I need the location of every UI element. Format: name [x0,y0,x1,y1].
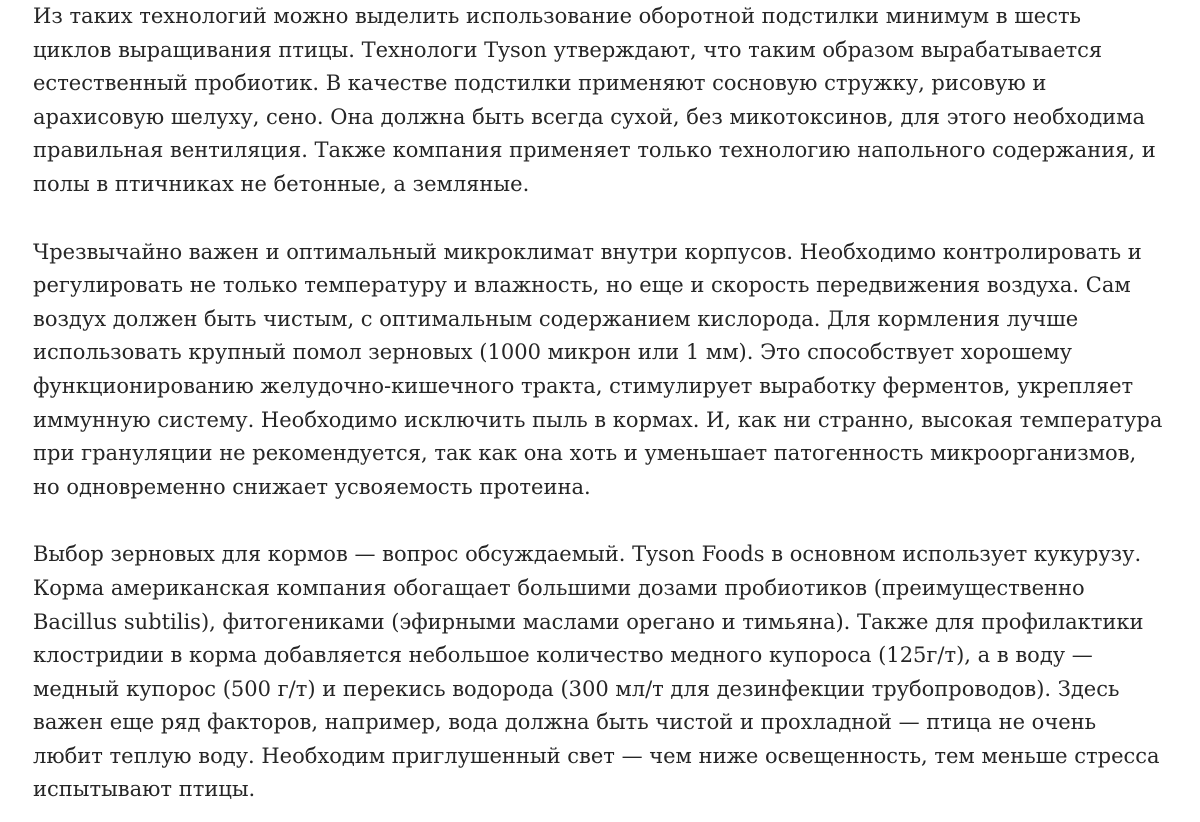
paragraph-line: функционированию желудочно-кишечного тракта, стимулирует выработку ферментов, укрепляет [33,373,1134,398]
paragraph-line: использовать крупный помол зерновых (1000 микрон или 1 мм). Это способствует хорошему [33,340,1073,365]
paragraph-line: регулировать не только температуру и влажность, но еще и скорость передвижения воздуха. Сам [33,273,1131,298]
paragraph-line: Выбор зерновых для кормов — вопрос обсуждаемый. Tyson Foods в основном использует кукурузу. [33,542,1142,567]
paragraph-line: Чрезвычайно важен и оптимальный микроклимат внутри корпусов. Необходимо контролировать и [33,239,1142,264]
article-paragraph-1 [33,0,1178,202]
paragraph-line: любит теплую воду. Необходим приглушенный свет — чем ниже освещенность, тем меньше стресса [33,743,1160,768]
paragraph-line: правильная вентиляция. Также компания применяет только технологию напольного содержания, и [33,138,1156,163]
paragraph-line: циклов выращивания птицы. Технологи Tyson утверждают, что таким образом вырабатывается [33,37,1103,62]
paragraph-line: воздух должен быть чистым, с оптимальным содержанием кислорода. Для кормления лучше [33,306,1079,331]
article-paragraph-2 [33,236,1178,505]
paragraph-line: полы в птичниках не бетонные, а земляные. [33,171,530,196]
article-paragraph-3 [33,538,1178,807]
paragraph-line: важен еще ряд факторов, например, вода должна быть чистой и прохладной — птица не очень [33,710,1097,735]
paragraph-line: испытывают птицы. [33,777,256,802]
paragraph-line: арахисовую шелуху, сено. Она должна быть всегда сухой, без микотоксинов, для этого необходима [33,104,1146,129]
paragraph-line: Корма американская компания обогащает большими дозами пробиотиков (преимущественно [33,575,1085,600]
paragraph-line: иммунную систему. Необходимо исключить пыль в кормах. И, как ни странно, высокая температура [33,407,1163,432]
paragraph-line: но одновременно снижает усвояемость протеина. [33,474,591,499]
paragraph-line: медный купорос (500 г/т) и перекись водорода (300 мл/т для дезинфекции трубопроводов). Здесь [33,676,1120,701]
paragraph-line: Из таких технологий можно выделить использование оборотной подстилки минимум в шесть [33,4,1081,28]
paragraph-line: Bacillus subtilis), фитогениками (эфирными маслами орегано и тимьяна). Также для профилактики [33,609,1144,634]
paragraph-line: клостридии в корма добавляется небольшое количество медного купороса (125г/т), а в воду — [33,643,1093,668]
paragraph-line: при грануляции не рекомендуется, так как она хоть и уменьшает патогенность микроорганизмов, [33,441,1137,466]
paragraph-line: естественный пробиотик. В качестве подстилки применяют сосновую стружку, рисовую и [33,71,1047,96]
